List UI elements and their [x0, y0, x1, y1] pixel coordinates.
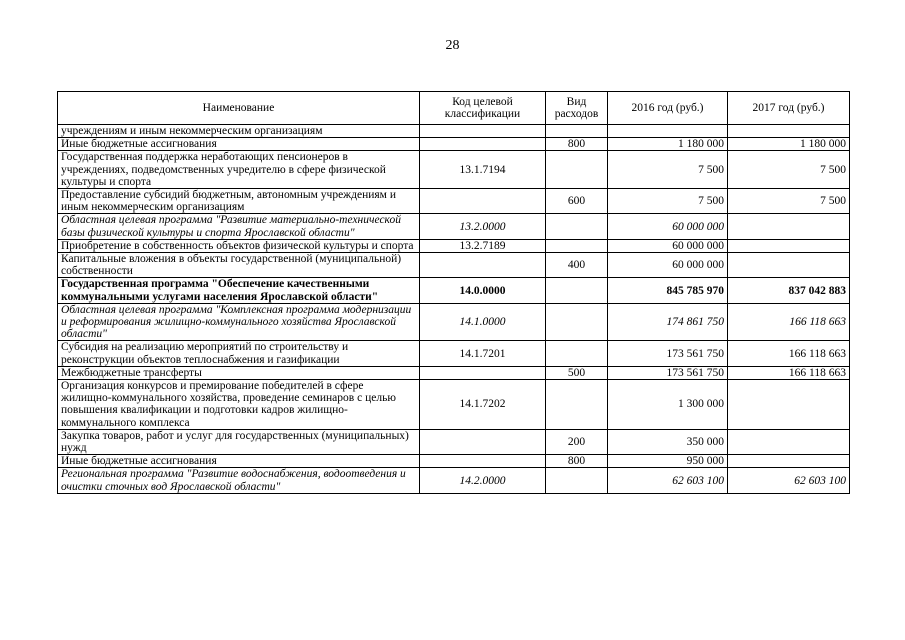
header-code: Код целевой классификации: [420, 92, 546, 125]
row-expense-type: 600: [546, 189, 608, 214]
row-name: Государственная поддержка неработающих пенсионеров в учреждениях, подведомственных учредителю в сфере физической культуры и спорта: [58, 151, 420, 189]
row-name: Иные бюджетные ассигнования: [58, 138, 420, 151]
row-expense-type: [546, 125, 608, 138]
table-row: [58, 253, 850, 278]
page-number: 28: [445, 38, 460, 53]
table-row: [58, 429, 850, 454]
row-name: Областная целевая программа "Комплексная программа модернизации и реформирования жилищно-коммунального хозяйства Ярославской области": [58, 303, 420, 341]
row-code: 14.1.7202: [420, 380, 546, 430]
row-code: [420, 189, 546, 214]
table-body: [58, 125, 850, 494]
row-code: [420, 366, 546, 379]
row-name: Субсидия на реализацию мероприятий по строительству и реконструкции объектов теплоснабжения и газификации: [58, 341, 420, 366]
table-row: [58, 278, 850, 303]
row-code: 13.1.7194: [420, 151, 546, 189]
row-amount-2017: 62 603 100: [728, 468, 850, 493]
row-name: Капитальные вложения в объекты государственной (муниципальной) собственности: [58, 253, 420, 278]
header-2017: 2017 год (руб.): [728, 92, 850, 125]
row-amount-2016: 173 561 750: [608, 366, 728, 379]
row-amount-2017: 166 118 663: [728, 341, 850, 366]
row-amount-2017: [728, 380, 850, 430]
row-code: 14.2.0000: [420, 468, 546, 493]
row-amount-2017: 1 180 000: [728, 138, 850, 151]
row-name: Государственная программа "Обеспечение качественными коммунальными услугами населения Ярославской области": [58, 278, 420, 303]
header-name: Наименование: [58, 92, 420, 125]
row-amount-2017: 166 118 663: [728, 303, 850, 341]
table-row: [58, 125, 850, 138]
row-name: Иные бюджетные ассигнования: [58, 455, 420, 468]
table-row: [58, 455, 850, 468]
header-type: Вид расходов: [546, 92, 608, 125]
row-expense-type: 500: [546, 366, 608, 379]
row-amount-2016: 950 000: [608, 455, 728, 468]
table-row: [58, 468, 850, 493]
row-expense-type: [546, 214, 608, 239]
header-2016: 2016 год (руб.): [608, 92, 728, 125]
table-row: [58, 189, 850, 214]
table-row: [58, 214, 850, 239]
row-expense-type: [546, 278, 608, 303]
row-amount-2016: 60 000 000: [608, 214, 728, 239]
row-expense-type: 800: [546, 455, 608, 468]
row-expense-type: [546, 239, 608, 252]
table-row: [58, 366, 850, 379]
row-amount-2016: 173 561 750: [608, 341, 728, 366]
row-amount-2017: 7 500: [728, 151, 850, 189]
row-amount-2016: 7 500: [608, 189, 728, 214]
row-expense-type: [546, 341, 608, 366]
row-expense-type: [546, 303, 608, 341]
table-header-row: [58, 92, 850, 125]
row-expense-type: [546, 380, 608, 430]
budget-table: [57, 91, 850, 494]
row-amount-2017: [728, 429, 850, 454]
row-code: 14.1.0000: [420, 303, 546, 341]
row-amount-2016: 62 603 100: [608, 468, 728, 493]
table-row: [58, 239, 850, 252]
row-amount-2016: 60 000 000: [608, 253, 728, 278]
table-row: [58, 341, 850, 366]
row-code: [420, 429, 546, 454]
row-amount-2017: [728, 239, 850, 252]
row-amount-2017: [728, 455, 850, 468]
row-amount-2017: [728, 125, 850, 138]
row-name: Организация конкурсов и премирование победителей в сфере жилищно-коммунального хозяйства, проведение семинаров с целью повышения квалификации и подготовки кадров жилищно-коммунального комплекса: [58, 380, 420, 430]
table-row: [58, 380, 850, 430]
row-name: Закупка товаров, работ и услуг для государственных (муниципальных) нужд: [58, 429, 420, 454]
row-expense-type: 400: [546, 253, 608, 278]
row-expense-type: [546, 151, 608, 189]
row-amount-2016: 1 180 000: [608, 138, 728, 151]
row-code: 13.2.0000: [420, 214, 546, 239]
row-amount-2017: [728, 253, 850, 278]
table-row: [58, 138, 850, 151]
row-amount-2017: [728, 214, 850, 239]
row-name: Предоставление субсидий бюджетным, автономным учреждениям и иным некоммерческим организациям: [58, 189, 420, 214]
row-name: учреждениям и иным некоммерческим организациям: [58, 125, 420, 138]
row-code: [420, 138, 546, 151]
row-amount-2016: 60 000 000: [608, 239, 728, 252]
row-code: [420, 125, 546, 138]
row-amount-2016: 174 861 750: [608, 303, 728, 341]
table-row: [58, 303, 850, 341]
row-amount-2016: 7 500: [608, 151, 728, 189]
row-name: Региональная программа "Развитие водоснабжения, водоотведения и очистки сточных вод Ярославской области": [58, 468, 420, 493]
table-row: [58, 151, 850, 189]
row-expense-type: 800: [546, 138, 608, 151]
row-name: Межбюджетные трансферты: [58, 366, 420, 379]
row-amount-2016: 350 000: [608, 429, 728, 454]
row-code: [420, 253, 546, 278]
row-amount-2016: 845 785 970: [608, 278, 728, 303]
row-code: 14.1.7201: [420, 341, 546, 366]
row-name: Приобретение в собственность объектов физической культуры и спорта: [58, 239, 420, 252]
row-expense-type: 200: [546, 429, 608, 454]
row-amount-2016: [608, 125, 728, 138]
row-code: 13.2.7189: [420, 239, 546, 252]
row-expense-type: [546, 468, 608, 493]
row-name: Областная целевая программа "Развитие материально-технической базы физической культуры и спорта Ярославской области": [58, 214, 420, 239]
row-code: [420, 455, 546, 468]
row-amount-2017: 837 042 883: [728, 278, 850, 303]
row-amount-2017: 7 500: [728, 189, 850, 214]
row-amount-2017: 166 118 663: [728, 366, 850, 379]
row-code: 14.0.0000: [420, 278, 546, 303]
row-amount-2016: 1 300 000: [608, 380, 728, 430]
